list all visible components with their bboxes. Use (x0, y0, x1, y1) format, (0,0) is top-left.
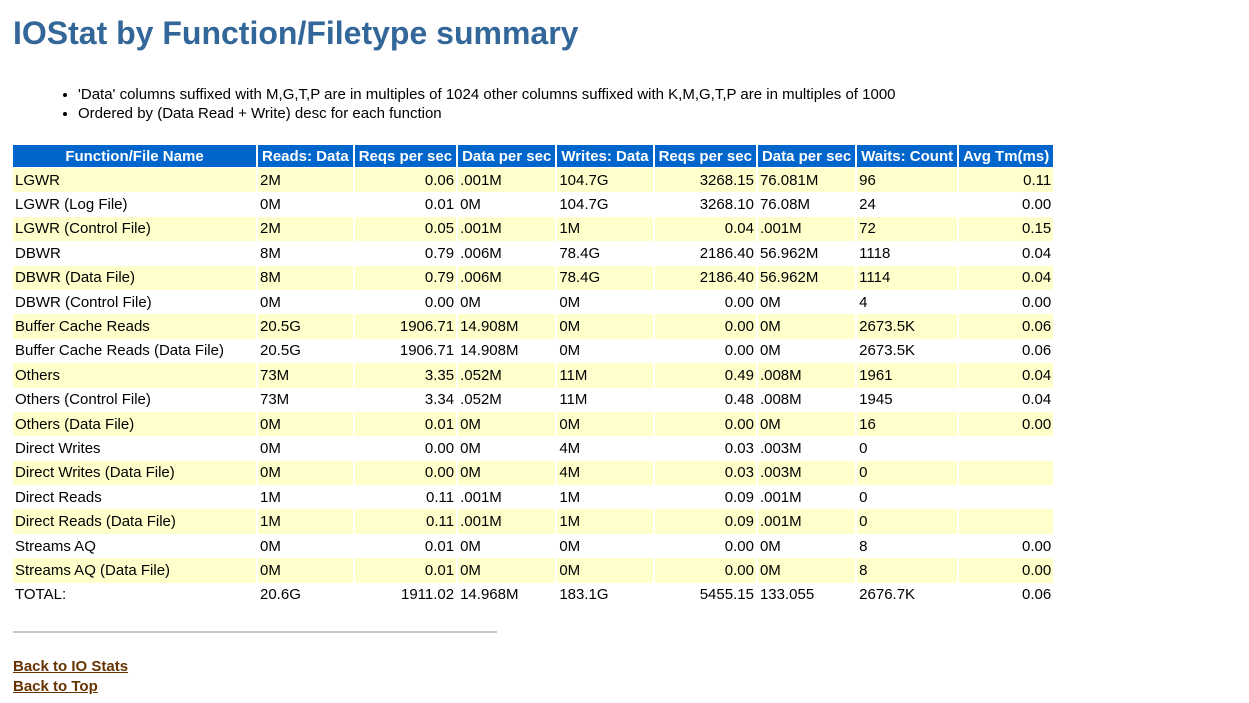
cell-read-data-per-sec: 0M (458, 461, 555, 485)
cell-write-data-per-sec: 76.08M (758, 192, 855, 216)
cell-waits-count: 8 (857, 534, 957, 558)
cell-avg-tm: 0.04 (959, 363, 1053, 387)
cell-function-name: Streams AQ (Data File) (13, 558, 256, 582)
cell-avg-tm (959, 436, 1053, 460)
table-row (13, 168, 1053, 192)
cell-write-reqs-per-sec: 3268.10 (655, 192, 756, 216)
cell-avg-tm (959, 509, 1053, 533)
cell-avg-tm: 0.15 (959, 217, 1053, 241)
cell-write-reqs-per-sec: 0.09 (655, 509, 756, 533)
cell-read-reqs-per-sec: 0.79 (355, 266, 456, 290)
cell-function-name: Streams AQ (13, 534, 256, 558)
cell-writes-data: 1M (557, 217, 652, 241)
cell-read-reqs-per-sec: 0.00 (355, 461, 456, 485)
cell-reads-data: 0M (258, 192, 353, 216)
cell-function-name: Direct Writes (13, 436, 256, 460)
cell-writes-data: 1M (557, 485, 652, 509)
cell-read-reqs-per-sec: 0.00 (355, 436, 456, 460)
cell-read-reqs-per-sec: 1911.02 (355, 583, 456, 607)
cell-read-data-per-sec: .006M (458, 241, 555, 265)
back-to-top-link[interactable]: Back to Top (13, 678, 98, 696)
cell-avg-tm: 0.00 (959, 534, 1053, 558)
cell-reads-data: 0M (258, 461, 353, 485)
cell-reads-data: 8M (258, 241, 353, 265)
note-item: • 'Data' columns suffixed with M,G,T,P are in multiples of 1024 other columns suffixed with K,M,G,T,P are in multiples of 1000 (78, 85, 1249, 104)
cell-read-data-per-sec: .001M (458, 509, 555, 533)
cell-waits-count: 0 (857, 509, 957, 533)
cell-writes-data: 78.4G (557, 241, 652, 265)
cell-function-name: TOTAL: (13, 583, 256, 607)
cell-reads-data: 20.6G (258, 583, 353, 607)
cell-write-reqs-per-sec: 2186.40 (655, 241, 756, 265)
cell-read-data-per-sec: 0M (458, 412, 555, 436)
cell-write-data-per-sec: 0M (758, 314, 855, 338)
cell-write-data-per-sec: 0M (758, 558, 855, 582)
cell-read-data-per-sec: 14.908M (458, 314, 555, 338)
cell-waits-count: 2676.7K (857, 583, 957, 607)
cell-writes-data: 0M (557, 290, 652, 314)
cell-function-name: LGWR (Control File) (13, 217, 256, 241)
cell-waits-count: 72 (857, 217, 957, 241)
cell-function-name: Others (Data File) (13, 412, 256, 436)
cell-read-data-per-sec: 0M (458, 534, 555, 558)
cell-read-data-per-sec: 0M (458, 290, 555, 314)
cell-read-data-per-sec: .001M (458, 217, 555, 241)
cell-read-reqs-per-sec: 1906.71 (355, 314, 456, 338)
col-header-read-data-per-sec: Data per sec (458, 145, 555, 168)
cell-avg-tm: 0.06 (959, 339, 1053, 363)
cell-avg-tm: 0.11 (959, 168, 1053, 192)
cell-write-data-per-sec: 133.055 (758, 583, 855, 607)
cell-avg-tm (959, 461, 1053, 485)
col-header-write-reqs-per-sec: Reqs per sec (655, 145, 756, 168)
cell-writes-data: 104.7G (557, 168, 652, 192)
table-header-row (13, 145, 1053, 168)
cell-function-name: Buffer Cache Reads (Data File) (13, 339, 256, 363)
cell-reads-data: 73M (258, 388, 353, 412)
cell-function-name: LGWR (13, 168, 256, 192)
cell-reads-data: 2M (258, 217, 353, 241)
table-row (13, 388, 1053, 412)
cell-read-reqs-per-sec: 0.01 (355, 558, 456, 582)
cell-writes-data: 0M (557, 314, 652, 338)
cell-reads-data: 0M (258, 290, 353, 314)
cell-function-name: Direct Reads (Data File) (13, 509, 256, 533)
cell-waits-count: 1945 (857, 388, 957, 412)
cell-write-reqs-per-sec: 3268.15 (655, 168, 756, 192)
cell-reads-data: 0M (258, 436, 353, 460)
table-row (13, 412, 1053, 436)
cell-write-reqs-per-sec: 0.00 (655, 534, 756, 558)
cell-write-data-per-sec: 0M (758, 339, 855, 363)
page-title: IOStat by Function/Filetype summary (13, 15, 579, 51)
cell-write-reqs-per-sec: 0.48 (655, 388, 756, 412)
cell-read-reqs-per-sec: 0.11 (355, 485, 456, 509)
cell-avg-tm: 0.06 (959, 314, 1053, 338)
cell-waits-count: 2673.5K (857, 314, 957, 338)
cell-waits-count: 24 (857, 192, 957, 216)
col-header-function-file-name: Function/File Name (13, 145, 256, 168)
table-row (13, 461, 1053, 485)
cell-function-name: Others (13, 363, 256, 387)
cell-avg-tm: 0.04 (959, 241, 1053, 265)
cell-avg-tm: 0.04 (959, 388, 1053, 412)
cell-read-reqs-per-sec: 0.06 (355, 168, 456, 192)
cell-reads-data: 1M (258, 485, 353, 509)
cell-writes-data: 4M (557, 461, 652, 485)
cell-waits-count: 0 (857, 485, 957, 509)
cell-writes-data: 0M (557, 412, 652, 436)
cell-write-reqs-per-sec: 0.00 (655, 339, 756, 363)
cell-writes-data: 0M (557, 558, 652, 582)
cell-reads-data: 1M (258, 509, 353, 533)
col-header-write-data-per-sec: Data per sec (758, 145, 855, 168)
cell-read-data-per-sec: 14.908M (458, 339, 555, 363)
table-row (13, 509, 1053, 533)
cell-read-reqs-per-sec: 0.11 (355, 509, 456, 533)
cell-write-reqs-per-sec: 0.03 (655, 436, 756, 460)
cell-read-data-per-sec: .001M (458, 485, 555, 509)
nav-links (13, 657, 1249, 697)
table-row (13, 583, 1053, 607)
cell-read-data-per-sec: .052M (458, 363, 555, 387)
cell-write-data-per-sec: .001M (758, 217, 855, 241)
cell-read-data-per-sec: 0M (458, 192, 555, 216)
cell-waits-count: 4 (857, 290, 957, 314)
cell-write-reqs-per-sec: 2186.40 (655, 266, 756, 290)
iostat-table (11, 145, 1055, 607)
table-row (13, 266, 1053, 290)
cell-writes-data: 11M (557, 363, 652, 387)
cell-function-name: Others (Control File) (13, 388, 256, 412)
cell-waits-count: 1118 (857, 241, 957, 265)
cell-write-data-per-sec: .008M (758, 363, 855, 387)
cell-reads-data: 0M (258, 412, 353, 436)
cell-waits-count: 1114 (857, 266, 957, 290)
cell-read-data-per-sec: .001M (458, 168, 555, 192)
table-row (13, 192, 1053, 216)
cell-read-reqs-per-sec: 0.00 (355, 290, 456, 314)
cell-read-data-per-sec: .006M (458, 266, 555, 290)
cell-write-data-per-sec: 0M (758, 412, 855, 436)
table-row (13, 534, 1053, 558)
cell-write-reqs-per-sec: 0.00 (655, 558, 756, 582)
cell-waits-count: 0 (857, 461, 957, 485)
cell-write-data-per-sec: .001M (758, 509, 855, 533)
cell-write-data-per-sec: 76.081M (758, 168, 855, 192)
cell-function-name: Buffer Cache Reads (13, 314, 256, 338)
cell-waits-count: 1961 (857, 363, 957, 387)
cell-waits-count: 0 (857, 436, 957, 460)
table-row (13, 339, 1053, 363)
cell-writes-data: 104.7G (557, 192, 652, 216)
cell-writes-data: 1M (557, 509, 652, 533)
cell-function-name: DBWR (Control File) (13, 290, 256, 314)
table-row (13, 436, 1053, 460)
table-row (13, 363, 1053, 387)
cell-waits-count: 8 (857, 558, 957, 582)
cell-writes-data: 78.4G (557, 266, 652, 290)
col-header-waits-count: Waits: Count (857, 145, 957, 168)
cell-avg-tm: 0.00 (959, 412, 1053, 436)
cell-reads-data: 8M (258, 266, 353, 290)
note-item: • Ordered by (Data Read + Write) desc for each function (78, 104, 1249, 123)
cell-read-data-per-sec: .052M (458, 388, 555, 412)
cell-read-reqs-per-sec: 0.79 (355, 241, 456, 265)
table-row (13, 314, 1053, 338)
cell-writes-data: 4M (557, 436, 652, 460)
table-row (13, 217, 1053, 241)
cell-read-reqs-per-sec: 0.01 (355, 412, 456, 436)
col-header-writes-data: Writes: Data (557, 145, 652, 168)
cell-waits-count: 16 (857, 412, 957, 436)
cell-write-reqs-per-sec: 0.04 (655, 217, 756, 241)
cell-waits-count: 2673.5K (857, 339, 957, 363)
cell-avg-tm (959, 485, 1053, 509)
cell-write-reqs-per-sec: 0.49 (655, 363, 756, 387)
cell-reads-data: 0M (258, 534, 353, 558)
cell-write-reqs-per-sec: 0.00 (655, 412, 756, 436)
cell-read-reqs-per-sec: 0.05 (355, 217, 456, 241)
col-header-read-reqs-per-sec: Reqs per sec (355, 145, 456, 168)
cell-function-name: LGWR (Log File) (13, 192, 256, 216)
cell-avg-tm: 0.04 (959, 266, 1053, 290)
cell-read-reqs-per-sec: 3.35 (355, 363, 456, 387)
notes-list (13, 85, 1249, 123)
cell-write-data-per-sec: 56.962M (758, 241, 855, 265)
cell-reads-data: 20.5G (258, 339, 353, 363)
cell-avg-tm: 0.00 (959, 558, 1053, 582)
cell-write-data-per-sec: 0M (758, 290, 855, 314)
cell-read-data-per-sec: 14.968M (458, 583, 555, 607)
col-header-reads-data: Reads: Data (258, 145, 353, 168)
cell-waits-count: 96 (857, 168, 957, 192)
cell-write-data-per-sec: .008M (758, 388, 855, 412)
cell-read-reqs-per-sec: 0.01 (355, 192, 456, 216)
table-row (13, 241, 1053, 265)
cell-avg-tm: 0.06 (959, 583, 1053, 607)
cell-write-data-per-sec: .003M (758, 436, 855, 460)
cell-writes-data: 0M (557, 339, 652, 363)
cell-read-reqs-per-sec: 0.01 (355, 534, 456, 558)
col-header-avg-tm: Avg Tm(ms) (959, 145, 1053, 168)
cell-reads-data: 0M (258, 558, 353, 582)
section-divider (13, 631, 497, 633)
cell-read-reqs-per-sec: 1906.71 (355, 339, 456, 363)
table-row (13, 485, 1053, 509)
cell-function-name: DBWR (13, 241, 256, 265)
cell-write-reqs-per-sec: 0.03 (655, 461, 756, 485)
cell-write-reqs-per-sec: 0.00 (655, 290, 756, 314)
cell-writes-data: 11M (557, 388, 652, 412)
cell-write-data-per-sec: 56.962M (758, 266, 855, 290)
cell-reads-data: 2M (258, 168, 353, 192)
back-to-io-stats-link[interactable]: Back to IO Stats (13, 658, 129, 676)
cell-write-data-per-sec: .001M (758, 485, 855, 509)
cell-write-reqs-per-sec: 0.09 (655, 485, 756, 509)
cell-writes-data: 0M (557, 534, 652, 558)
cell-read-reqs-per-sec: 3.34 (355, 388, 456, 412)
cell-read-data-per-sec: 0M (458, 436, 555, 460)
table-row (13, 290, 1053, 314)
cell-reads-data: 73M (258, 363, 353, 387)
cell-avg-tm: 0.00 (959, 290, 1053, 314)
cell-writes-data: 183.1G (557, 583, 652, 607)
cell-avg-tm: 0.00 (959, 192, 1053, 216)
table-row (13, 558, 1053, 582)
cell-write-reqs-per-sec: 0.00 (655, 314, 756, 338)
cell-write-reqs-per-sec: 5455.15 (655, 583, 756, 607)
cell-function-name: Direct Writes (Data File) (13, 461, 256, 485)
cell-function-name: DBWR (Data File) (13, 266, 256, 290)
cell-write-data-per-sec: 0M (758, 534, 855, 558)
cell-read-data-per-sec: 0M (458, 558, 555, 582)
cell-function-name: Direct Reads (13, 485, 256, 509)
cell-reads-data: 20.5G (258, 314, 353, 338)
cell-write-data-per-sec: .003M (758, 461, 855, 485)
